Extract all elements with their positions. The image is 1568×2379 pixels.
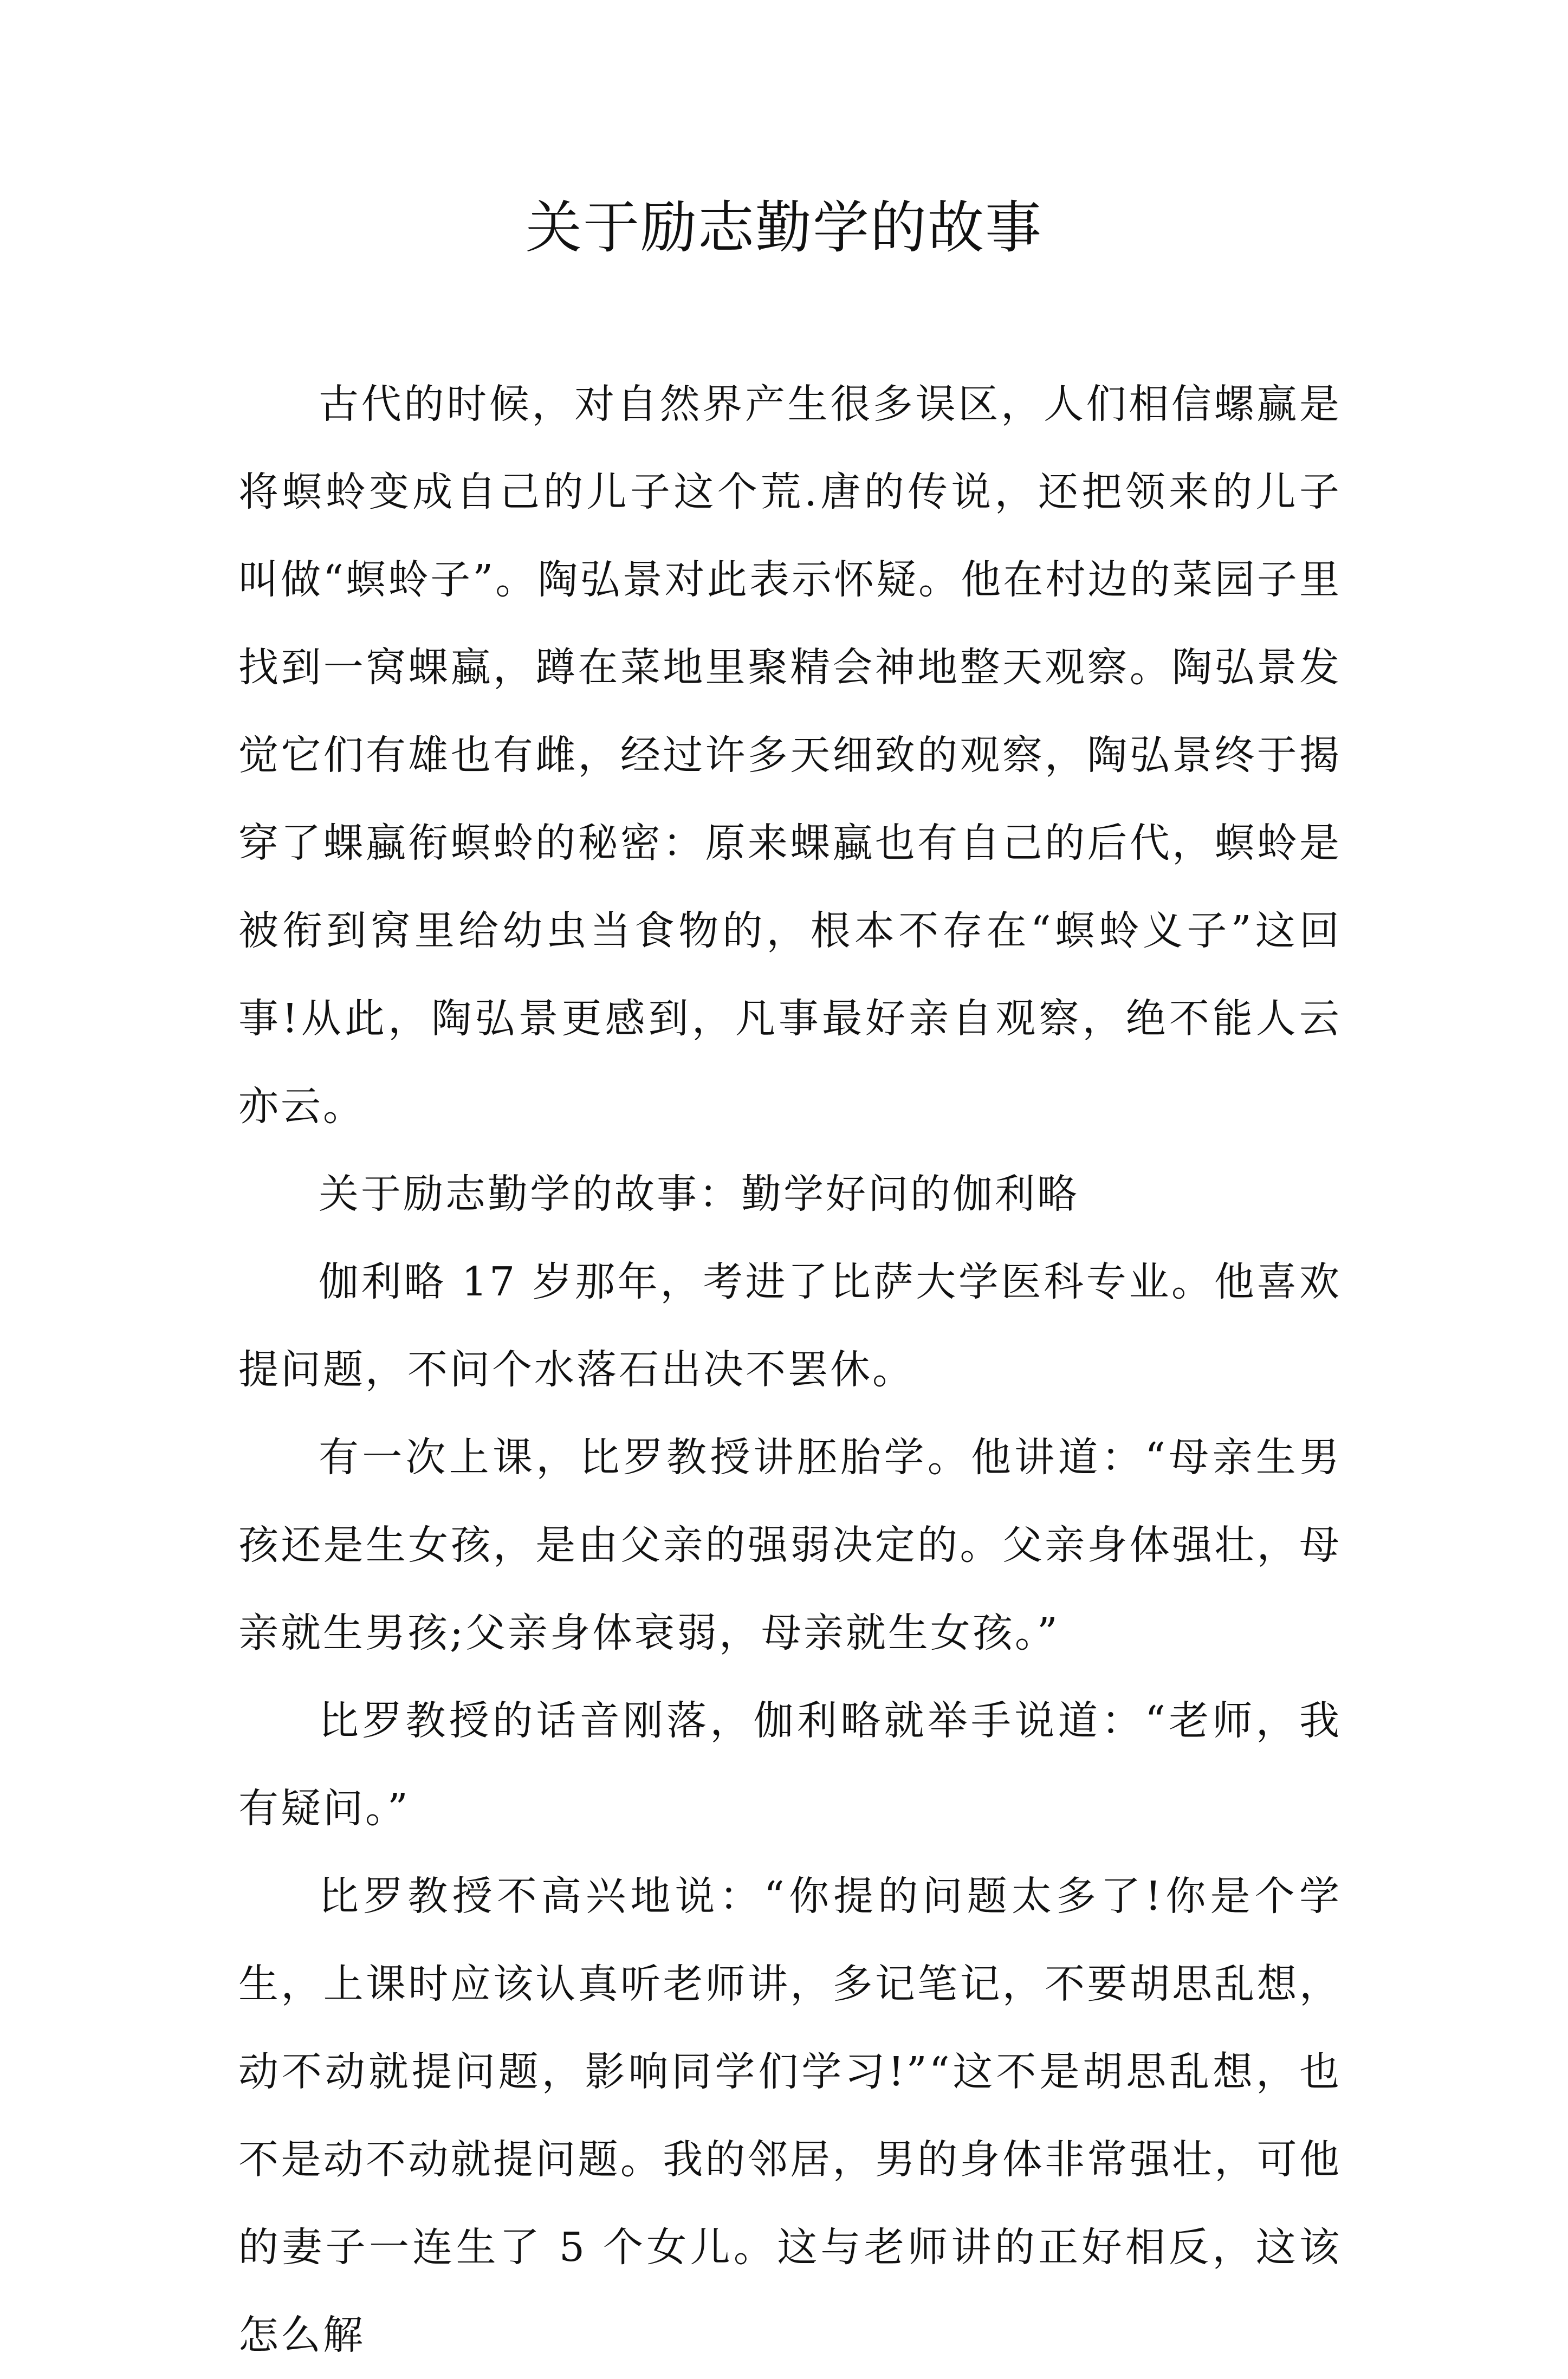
paragraph-4: 有一次上课，比罗教授讲胚胎学。他讲道：“母亲生男孩还是生女孩，是由父亲的强弱决定的。父亲身体强壮，母亲就生男孩;父亲身体衰弱，母亲就生女孩。” <box>238 1434 1342 1656</box>
paragraph-2-heading: 关于励志勤学的故事：勤学好问的伽利略 <box>319 1171 1079 1217</box>
document-title: 关于励志勤学的故事 <box>525 195 1042 261</box>
paragraph-6: 比罗教授不高兴地说：“你提的问题太多了!你是个学生，上课时应该认真听老师讲，多记笔记，不要胡思乱想，动不动就提问题，影响同学们学习!”“这不是胡思乱想，也不是动不动就提问题。我的邻居，男的身体非常强壮，可他的妻子一连生了 5 个女儿。这与老师讲的正好相反，这该怎么解 <box>238 1873 1342 2358</box>
paragraph-1: 古代的时候，对自然界产生很多误区，人们相信螺赢是将螟蛉变成自己的儿子这个荒.唐的传说，还把领来的儿子叫做“螟蛉子”。陶弘景对此表示怀疑。他在村边的菜园子里找到一窝蜾蠃，蹲在菜地里聚精会神地整天观察。陶弘景发觉它们有雄也有雌，经过许多天细致的观察，陶弘景终于揭穿了蜾蠃衔螟蛉的秘密：原来蜾蠃也有自己的后代，螟蛉是被衔到窝里给幼虫当食物的，根本不存在“螟蛉义子”这回事!从此，陶弘景更感到，凡事最好亲自观察，绝不能人云亦云。 <box>238 381 1342 1130</box>
document-body <box>238 360 1342 2379</box>
paragraph-5: 比罗教授的话音刚落，伽利略就举手说道：“老师，我有疑问。” <box>238 1697 1342 1832</box>
paragraph-3: 伽利略 17 岁那年，考进了比萨大学医科专业。他喜欢提问题，不问个水落石出决不罢休。 <box>238 1259 1342 1393</box>
